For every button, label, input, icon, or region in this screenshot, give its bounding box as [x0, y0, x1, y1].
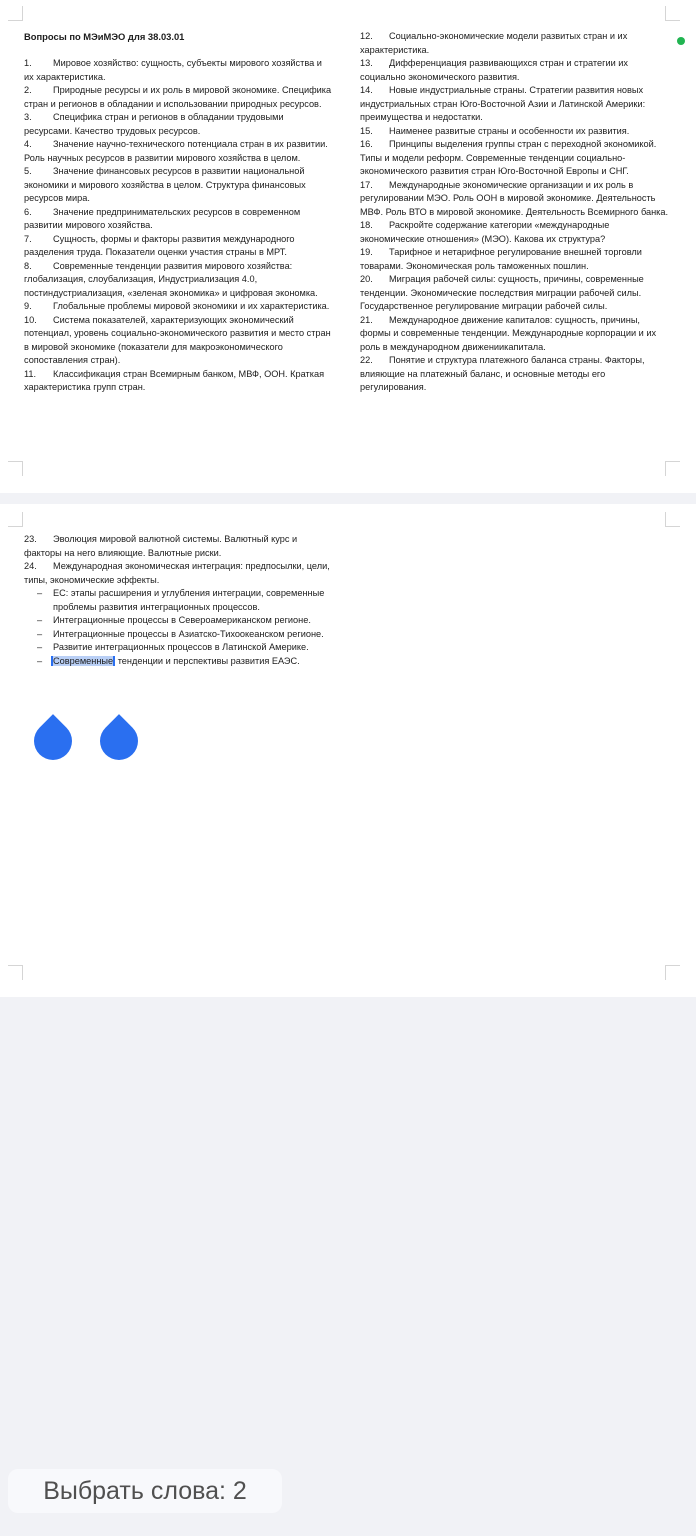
question-item[interactable]	[360, 273, 670, 314]
list-subitem[interactable]	[24, 614, 334, 628]
page-corner-mark	[8, 6, 23, 21]
subitem-text[interactable]: тенденции и перспективы развития ЕАЭС.	[115, 655, 300, 666]
question-number: 17.	[360, 179, 373, 190]
question-number: 6.	[24, 206, 32, 217]
question-text[interactable]: Миграция рабочей силы: сущность, причины, современные тенденции. Экономические последствия миграции рабочей силы. Государственное регулирование миграции рабочей силы.	[360, 274, 644, 311]
question-number: 24.	[24, 561, 37, 571]
question-number: 1.	[24, 58, 32, 68]
dash-bullet: –	[37, 615, 43, 625]
subitem-text[interactable]: ЕС: этапы расширения и углубления интеграции, современные проблемы развития интеграционных процессов.	[53, 588, 325, 612]
question-item[interactable]	[24, 260, 334, 301]
question-number: 12.	[360, 31, 373, 41]
subitem-text[interactable]: Интеграционные процессы в Азиатско-Тихоокеанском регионе.	[53, 628, 324, 639]
question-number: 9.	[24, 301, 32, 311]
question-item[interactable]	[360, 125, 670, 139]
question-item[interactable]	[360, 354, 670, 395]
page-corner-mark	[8, 965, 23, 980]
question-number: 22.	[360, 355, 373, 365]
question-number: 10.	[24, 314, 37, 325]
question-number: 13.	[360, 58, 373, 68]
question-text[interactable]: Сущность, формы и факторы развития международного разделения труда. Показатели оценки участия страны в МРТ.	[24, 233, 295, 257]
question-item[interactable]	[24, 206, 334, 233]
page-corner-mark	[665, 512, 680, 527]
question-number: 11.	[24, 368, 37, 379]
document-title[interactable]: Вопросы по МЭиМЭО для 38.03.01	[24, 31, 185, 42]
question-text[interactable]: Понятие и структура платежного баланса страны. Факторы, влияющие на платежный баланс, и основные методы его регулирования.	[360, 355, 645, 392]
question-text[interactable]: Значение научно-технического потенциала стран в их развитии. Роль научных ресурсов в развитии мирового хозяйства в целом.	[24, 139, 328, 163]
question-item[interactable]	[24, 533, 334, 560]
question-text[interactable]: Раскройте содержание категории «международные экономические отношения» (МЭО). Какова их структура?	[360, 220, 610, 244]
question-number: 21.	[360, 314, 373, 325]
question-text[interactable]: Международное движение капиталов: сущность, причины, формы и современные тенденции. Международные корпорации и их роль в международном движениикапитала.	[360, 314, 657, 352]
question-number: 2.	[24, 85, 32, 95]
question-text[interactable]: Мировое хозяйство: сущность, субъекты мирового хозяйства и их характеристика.	[24, 58, 322, 82]
page-corner-mark	[665, 461, 680, 476]
list-subitem[interactable]	[24, 587, 334, 614]
question-item[interactable]	[360, 30, 670, 57]
question-number: 15.	[360, 125, 373, 136]
page-corner-mark	[665, 965, 680, 980]
question-item[interactable]	[24, 138, 334, 165]
list-subitem[interactable]	[24, 641, 334, 655]
question-text[interactable]: Дифференциация развивающихся стран и стратегии их социально экономического развития.	[360, 58, 628, 82]
right-column	[360, 30, 670, 395]
question-item[interactable]	[360, 219, 670, 246]
selected-text[interactable]: Современные	[53, 655, 114, 666]
question-item[interactable]	[24, 165, 334, 206]
dash-bullet: –	[37, 655, 43, 666]
question-text[interactable]: Тарифное и нетарифное регулирование внешней торговли товарами. Экономическая роль таможенных пошлин.	[360, 247, 642, 271]
question-item[interactable]	[360, 57, 670, 84]
question-text[interactable]: Система показателей, характеризующих экономический потенциал, уровень социально-экономического развития и место стран в мировой экономике (показатели для макроэкономического сопоставления стран).	[24, 314, 331, 365]
question-number: 14.	[360, 85, 373, 95]
dash-bullet: –	[37, 628, 43, 639]
question-item[interactable]	[360, 84, 670, 125]
question-item[interactable]	[24, 84, 334, 111]
question-number: 4.	[24, 139, 32, 149]
question-number: 8.	[24, 260, 32, 271]
dash-bullet: –	[37, 588, 43, 598]
question-text[interactable]: Значение предпринимательских ресурсов в современном развитии мирового хозяйства.	[24, 206, 301, 230]
question-item[interactable]	[360, 246, 670, 273]
subitem-text[interactable]: Развитие интеграционных процессов в Латинской Америке.	[53, 642, 309, 652]
left-column	[24, 30, 334, 395]
list-subitem[interactable]	[24, 628, 334, 642]
question-item[interactable]	[24, 111, 334, 138]
document-page-1	[0, 0, 696, 493]
page-corner-mark	[8, 512, 23, 527]
question-text[interactable]: Современные тенденции развития мирового хозяйства: глобализация, слоубализация, Индустриализация 4.0, постиндустриализация, «зеленая экономика» и цифровая экономка.	[24, 260, 318, 298]
question-item[interactable]	[24, 57, 334, 84]
question-number: 5.	[24, 166, 32, 176]
question-number: 20.	[360, 274, 373, 284]
page-corner-mark	[665, 6, 680, 21]
question-text[interactable]: Наименее развитые страны и особенности их развития.	[389, 125, 630, 136]
question-item[interactable]	[24, 560, 334, 587]
question-text[interactable]: Значение финансовых ресурсов в развитии национальной экономики и мирового хозяйства в целом. Структура финансовых ресурсов мира.	[24, 166, 306, 203]
select-words-label: Выбрать слова: 2	[43, 1476, 247, 1505]
question-text[interactable]: Глобальные проблемы мировой экономики и их характеристика.	[53, 301, 330, 311]
page2-column	[24, 533, 334, 668]
question-text[interactable]: Принципы выделения группы стран с переходной экономикой. Типы и модели реформ. Современные тенденции социально-экономического развития стран Юго-Восточной Европы и СНГ.	[360, 139, 657, 176]
question-number: 18.	[360, 220, 373, 230]
question-item[interactable]	[360, 138, 670, 179]
question-text[interactable]: Новые индустриальные страны. Стратегии развития новых индустриальных стран Юго-Восточной Азии и Латинской Америки: преимущества и недостатки.	[360, 85, 646, 122]
question-number: 7.	[24, 233, 32, 244]
dash-bullet: –	[37, 642, 43, 652]
question-item[interactable]	[360, 314, 670, 355]
question-item[interactable]	[24, 300, 334, 314]
question-text[interactable]: Социально-экономические модели развитых стран и их характеристика.	[360, 31, 628, 55]
question-item[interactable]	[24, 233, 334, 260]
question-text[interactable]: Классификация стран Всемирным банком, МВФ, ООН. Краткая характеристика групп стран.	[24, 368, 325, 392]
select-words-button[interactable]	[8, 1469, 282, 1513]
question-item[interactable]	[360, 179, 670, 220]
question-item[interactable]	[24, 368, 334, 395]
question-text[interactable]: Эволюция мировой валютной системы. Валютный курс и факторы на него влияющие. Валютные риски.	[24, 534, 298, 558]
status-indicator-dot	[677, 37, 685, 45]
question-item[interactable]	[24, 314, 334, 368]
question-text[interactable]: Природные ресурсы и их роль в мировой экономике. Специфика стран и регионов в обладании и использовании природных ресурсов.	[24, 85, 332, 109]
list-subitem-selected[interactable]	[24, 655, 334, 669]
subitem-text[interactable]: Интеграционные процессы в Североамериканском регионе.	[53, 615, 311, 625]
question-number: 16.	[360, 139, 373, 149]
question-number: 23.	[24, 534, 37, 544]
question-text[interactable]: Специфика стран и регионов в обладании трудовыми ресурсами. Качество трудовых ресурсов.	[24, 112, 284, 136]
question-number: 19.	[360, 247, 373, 257]
question-number: 3.	[24, 112, 32, 122]
question-text[interactable]: Международная экономическая интеграция: предпосылки, цели, типы, экономические эффекты.	[24, 561, 330, 585]
question-text[interactable]: Международные экономические организации и их роль в регулировании МЭО. Роль ООН в мировой экономике. Деятельность МВФ. Роль ВТО в мировой экономике. Деятельность Всемирного банка.	[360, 179, 669, 217]
page-corner-mark	[8, 461, 23, 476]
